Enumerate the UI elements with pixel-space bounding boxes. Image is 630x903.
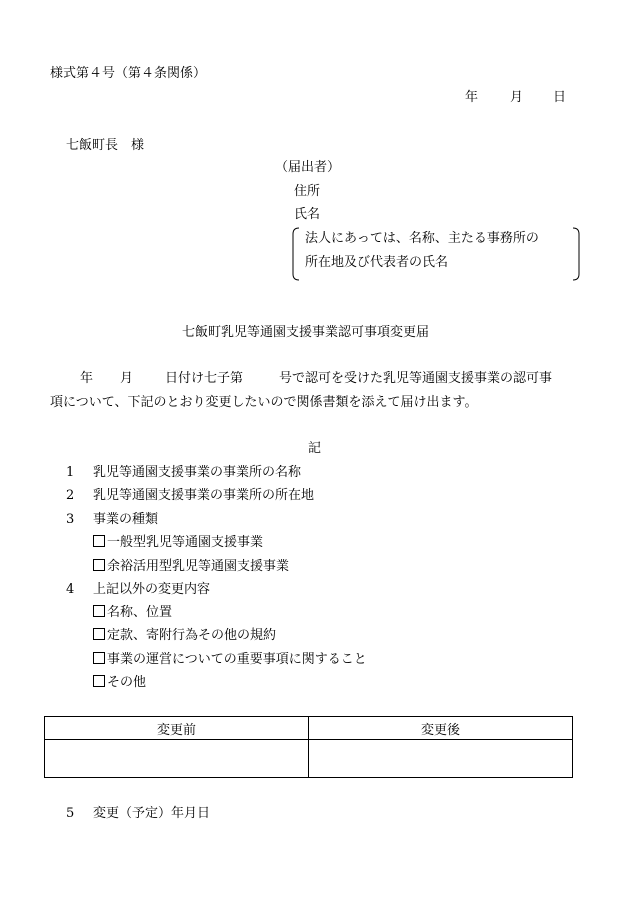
- applicant-label: （届出者）: [275, 160, 341, 175]
- table-cell-after[interactable]: [309, 740, 573, 778]
- body-month: 月: [120, 371, 134, 386]
- applicant-note-line2: 所在地及び代表者の氏名: [305, 255, 449, 270]
- type-option[interactable]: [93, 535, 263, 551]
- form-number: 様式第４号（第４条関係）: [50, 66, 207, 81]
- checkbox[interactable]: [93, 675, 105, 687]
- item-text: 変更（予定）年月日: [93, 806, 211, 821]
- item-text: 事業の種類: [93, 512, 159, 527]
- item-num: 1: [66, 465, 75, 480]
- type-option[interactable]: [93, 559, 289, 575]
- checkbox[interactable]: [93, 535, 105, 547]
- change-option-label: 定款、寄附行為その他の規約: [107, 628, 277, 643]
- change-option-label: その他: [107, 675, 147, 690]
- applicant-name-label: 氏名: [294, 207, 321, 222]
- checkbox[interactable]: [93, 605, 105, 617]
- change-option[interactable]: [93, 605, 172, 621]
- change-option[interactable]: [93, 675, 146, 691]
- item-text: 乳児等通園支援事業の事業所の所在地: [93, 488, 315, 503]
- body-line2: 項について、下記のとおり変更したいので関係書類を添えて届け出ます。: [50, 395, 478, 410]
- change-option-label: 事業の運営についての重要事項に関すること: [107, 652, 367, 667]
- date-month: 月: [510, 90, 524, 105]
- checkbox[interactable]: [93, 559, 105, 571]
- checkbox[interactable]: [93, 628, 105, 640]
- item-num: 3: [66, 512, 75, 527]
- table-header-before: 変更前: [45, 717, 309, 740]
- type-option-label: 一般型乳児等通園支援事業: [107, 535, 264, 550]
- checkbox[interactable]: [93, 652, 105, 664]
- item-num: 5: [66, 806, 75, 821]
- body-day-ref: 日付け七子第: [165, 371, 244, 386]
- body-number-rest: 号で認可を受けた乳児等通園支援事業の認可事: [279, 371, 553, 386]
- item-num: 2: [66, 488, 75, 503]
- table-cell-before[interactable]: [45, 740, 309, 778]
- date-year: 年: [465, 90, 479, 105]
- change-option-label: 名称、位置: [107, 605, 173, 620]
- change-option[interactable]: [93, 628, 276, 644]
- change-table: [44, 716, 573, 778]
- applicant-note-line1: 法人にあっては、名称、主たる事務所の: [305, 231, 539, 246]
- addressee: 七飯町長 様: [66, 138, 145, 153]
- table-header-after: 変更後: [309, 717, 573, 740]
- ki-heading: 記: [308, 441, 322, 456]
- document-title: 七飯町乳児等通園支援事業認可事項変更届: [182, 325, 430, 340]
- item-text: 上記以外の変更内容: [93, 582, 211, 597]
- item-num: 4: [66, 582, 75, 597]
- type-option-label: 余裕活用型乳児等通園支援事業: [107, 559, 290, 574]
- change-option[interactable]: [93, 652, 367, 668]
- date-day: 日: [553, 90, 567, 105]
- body-year: 年: [80, 371, 94, 386]
- applicant-address-label: 住所: [294, 184, 321, 199]
- item-text: 乳児等通園支援事業の事業所の名称: [93, 465, 302, 480]
